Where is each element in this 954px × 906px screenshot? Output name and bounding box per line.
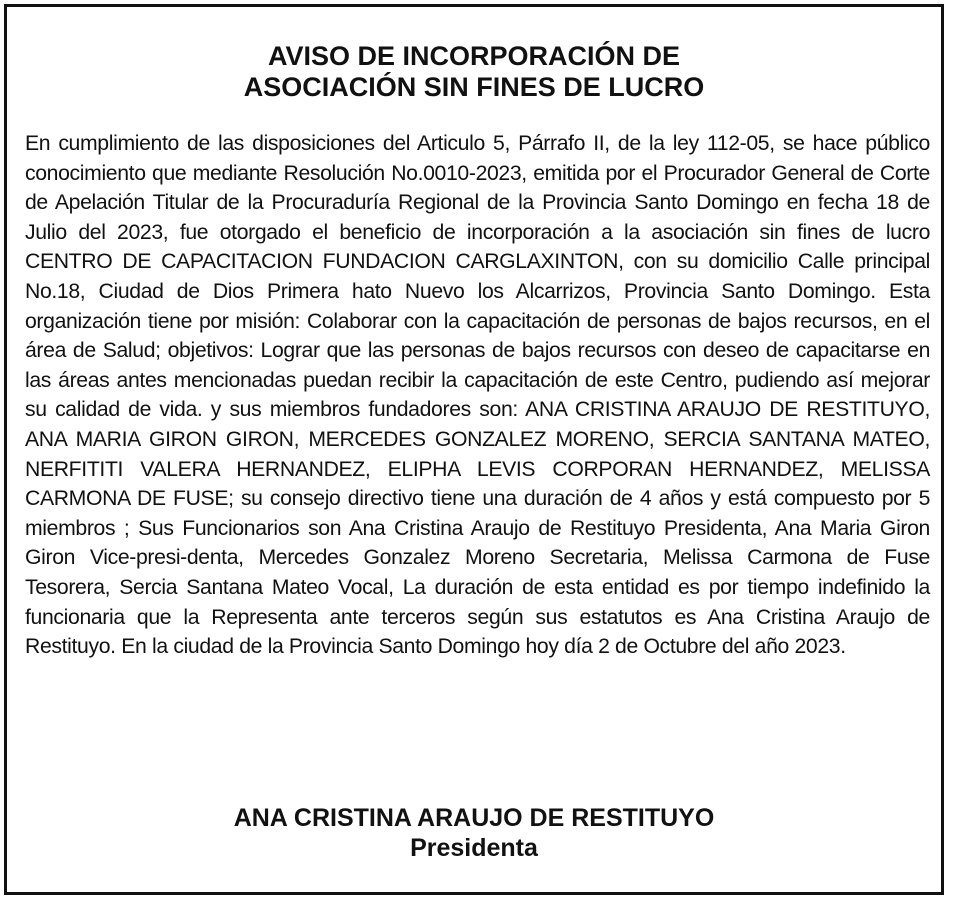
signature-role: Presidenta [410,834,538,862]
signature-block [7,803,941,863]
notice-title [7,41,941,103]
notice-title-line-2: ASOCIACIÓN SIN FINES DE LUCRO [243,72,705,102]
signature-name: ANA CRISTINA ARAUJO DE RESTITUYO [233,804,715,832]
notice-title-line-1: AVISO DE INCORPORACIÓN DE [267,41,681,71]
notice-body: En cumplimiento de las disposiciones del Articulo 5, Párrafo II, de la ley 112-05, se hace público conocimiento que mediante Resolución No.0010-2023, emitida por el Procurador General de Corte de Apelación Titular de la Procuraduría Regional de la Provincia Santo Domingo en fecha 18 de Julio del 2023, fue otorgado el beneficio de incorporación a la asociación sin fines de lucro CENTRO DE CAPACITACION FUNDACION CARGLAXINTON, con su domicilio Calle principal No.18, Ciudad de Dios Primera hato Nuevo los Alcarrizos, Provincia Santo Domingo. Esta organización tiene por misión: Colaborar con la capacitación de personas de bajos recursos, en el área de Salud; objetivos: Lograr que las personas de bajos recursos con deseo de capacitarse en las áreas antes mencionadas puedan recibir la capacitación de este Centro, pudiendo así mejorar su calidad de vida. y sus miembros fundadores son: ANA CRISTINA ARAUJO DE RESTITUYO, ANA MARIA GIRON GIRON, MERCEDES GONZALEZ MORENO, SERCIA SANTANA MATEO, NERFITITI VALERA HERNANDEZ, ELIPHA LEVIS CORPORAN HERNANDEZ, MELISSA CARMONA DE FUSE; su consejo directivo tiene una duración de 4 años y está compuesto por 5 miembros ; Sus Funcionarios son Ana Cristina Araujo de Restituyo Presidenta, Ana Maria Giron Giron Vice-presi-denta, Mercedes Gonzalez Moreno Secretaria, Melissa Carmona de Fuse Tesorera, Sercia Santana Mateo Vocal, La duración de esta entidad es por tiempo indefinido la funcionaria que la Representa ante terceros según sus estatutos es Ana Cristina Araujo de Restituyo. En la ciudad de la Provincia Santo Domingo hoy día 2 de Octubre del año 2023. [25,132,930,659]
notice-frame [4,4,944,895]
